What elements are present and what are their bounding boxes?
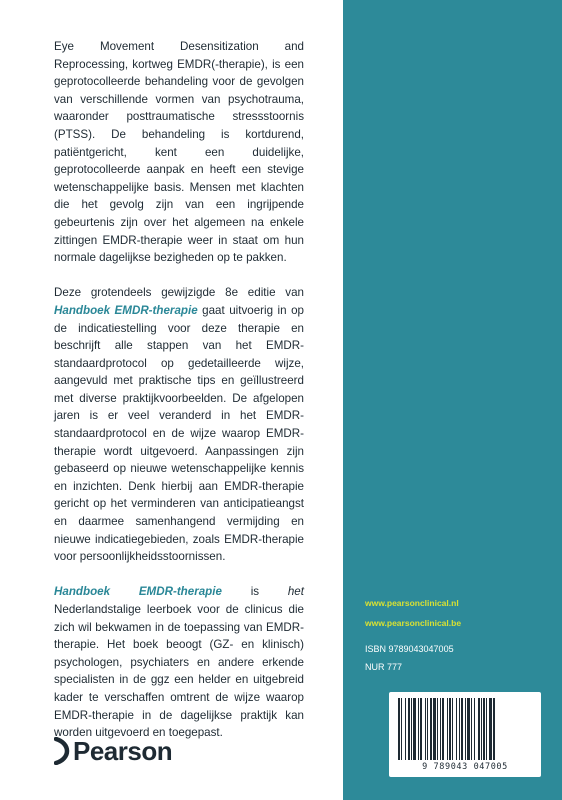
barcode-bar: [398, 698, 400, 760]
book-title-2: Handboek EMDR-therapie: [54, 585, 222, 599]
barcode-bar: [478, 698, 480, 760]
link-be[interactable]: www.pearsonclinical.be: [365, 618, 462, 628]
barcode-bar: [452, 698, 453, 760]
barcode-bar: [427, 698, 428, 760]
barcode-bar: [430, 698, 432, 760]
barcode-bar: [447, 698, 448, 760]
barcode-number: 9 789043 047005: [422, 762, 508, 772]
barcode-bar: [459, 698, 460, 760]
barcode-bar: [425, 698, 426, 760]
barcode-bar: [474, 698, 475, 760]
paragraph-audience: [54, 583, 304, 741]
publisher-name: Pearson: [73, 736, 173, 766]
barcode-bar: [449, 698, 451, 760]
website-links: [365, 593, 461, 633]
paragraph-edition-after: gaat uitvoerig in op de indicatiestelling voor deze therapie en beschrijft alle stappen van het EMDR-standaardprotocol op gedetailleerde wijze, aangevuld met praktische tips en geïllustreerd met diverse praktijkvoorbeelden. De afgelopen jaren is er veel veranderd in het EMDR-standaardprotocol en de wijze waarop EMDR-therapie wordt uitgevoerd. Aanpassingen zijn gebaseerd op nieuwe wetenschappelijke kennis en inzichten. Denk hierbij aan EMDR-therapie gericht op het verminderen van anticipatieangst en daarmee samenhangend vermijding en nieuwe indicatiegebieden, zoals EMDR-therapie voor persoonlijkheidsstoornissen.: [54, 303, 304, 564]
barcode-bar: [471, 698, 472, 760]
barcode-bar: [433, 698, 436, 760]
barcode-bar: [408, 698, 410, 760]
barcode-bar: [465, 698, 466, 760]
barcode-bar: [461, 698, 463, 760]
barcode-bar: [418, 698, 419, 760]
barcode-bar: [411, 698, 412, 760]
side-panel: [343, 0, 562, 800]
barcode-bar: [489, 698, 492, 760]
book-meta: [365, 640, 454, 676]
barcode-bar: [413, 698, 416, 760]
barcode: [389, 692, 541, 777]
paragraph-edition-before: Deze grotendeels gewijzigde 8e editie van: [54, 286, 304, 300]
paragraph-intro: Eye Movement Desensitization and Reprocessing, kortweg EMDR(-therapie), is een geprotocolleerde behandeling voor de gevolgen van verschillende vormen van psychotrauma, waaronder posttraumatische stressstoornis (PTSS). De behandeling is kortdurend, patiëntgericht, kent een duidelijke, geprotocolleerde aanpak en heeft een stevige wetenschappelijke basis. Mensen met klachten die het gevolg zijn van een ingrijpende gebeurtenis zijn over het algemeen na enkele zittingen EMDR-therapie weer in staat om hun normale dagelijkse bezigheden op te pakken.: [54, 40, 304, 265]
pearson-logo: [54, 736, 172, 766]
barcode-bar: [420, 698, 422, 760]
barcode-bar: [442, 698, 444, 760]
barcode-bar: [456, 698, 457, 760]
barcode-bar: [486, 698, 487, 760]
pearson-mark-icon: [54, 737, 70, 765]
barcode-bar: [493, 698, 495, 760]
barcode-bar: [483, 698, 485, 760]
isbn-text: ISBN 9789043047005: [365, 644, 454, 654]
barcode-bar: [467, 698, 470, 760]
paragraph-audience-mid: is: [221, 585, 288, 599]
barcode-bar: [440, 698, 441, 760]
paragraph-audience-rest: Nederlandstalige leerboek voor de clinicus die zich wil bekwamen in de toepassing van EMDR-therapie. Het boek beoogt (GZ- en klinisch) psychologen, psychiaters en andere erkende specialisten in de ggz een helder en uitgebreid kader te verschaffen omtrent de wijze waarop EMDR-therapie in de dagelijkse praktijk kan worden uitgevoerd en toegepast.: [54, 603, 304, 740]
barcode-bars-icon: [398, 698, 532, 760]
book-title: Handboek EMDR-therapie: [54, 303, 198, 317]
barcode-bar: [437, 698, 438, 760]
blurb: [54, 38, 304, 759]
paragraph-edition: [54, 284, 304, 566]
barcode-bar: [405, 698, 406, 760]
link-nl[interactable]: www.pearsonclinical.nl: [365, 598, 459, 608]
paragraph-audience-emph: het: [287, 585, 304, 599]
barcode-bar: [401, 698, 402, 760]
barcode-bar: [481, 698, 482, 760]
nur-text: NUR 777: [365, 662, 403, 672]
